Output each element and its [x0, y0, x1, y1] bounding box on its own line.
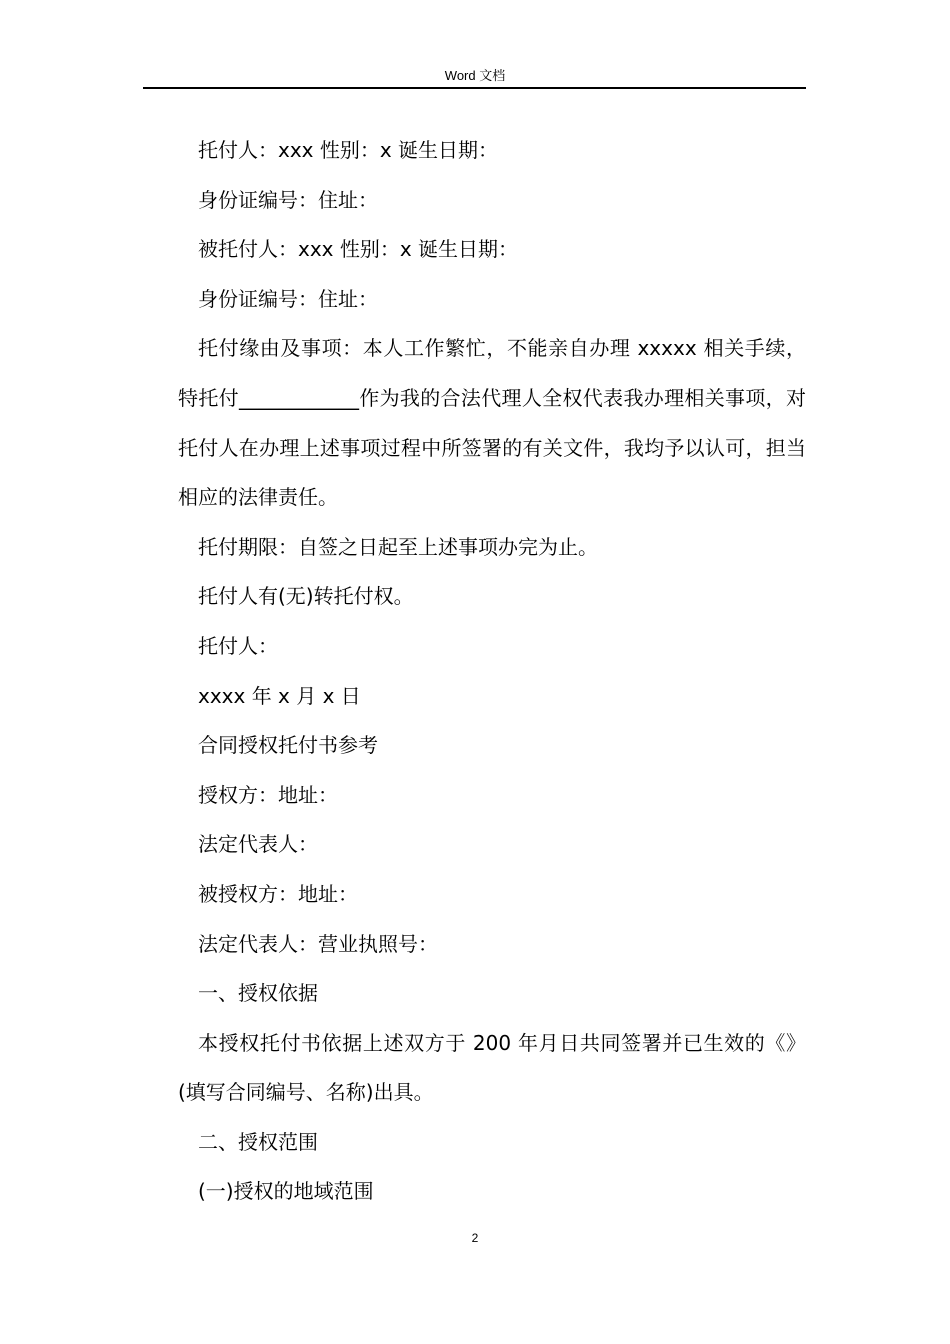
- paragraph-basis-text: 本授权托付书依据上述双方于 200 年月日共同签署并已生效的《》(填写合同编号、名称)出具。: [178, 1030, 806, 1105]
- paragraph-section-title: 合同授权托付书参考: [198, 733, 378, 758]
- paragraph-grantor-representative: 法定代表人：: [198, 832, 318, 857]
- page-number: 2: [471, 1231, 479, 1245]
- paragraph-mandator-info: 托付人：xxx 性别：x 诞生日期：: [198, 138, 499, 162]
- paragraph-grantee-representative: 法定代表人：营业执照号：: [198, 931, 438, 956]
- paragraph-heading-scope: 二、授权范围: [198, 1129, 318, 1154]
- paragraph-mandator-id: 身份证编号：住址：: [198, 187, 378, 212]
- paragraph-entrust-term: 托付期限：自签之日起至上述事项办完为止。: [198, 534, 598, 559]
- paragraph-entrust-reason: 托付缘由及事项：本人工作繁忙，不能亲自办理 xxxxx 相关手续，特托付____________作为我的合法代理人全权代表我办理相关事项，对托付人在办理上述事项过程中所签署的有关文件，我均予以认可，担当相应的法律责任。: [178, 336, 806, 510]
- paragraph-sub-entrust: 托付人有(无)转托付权。: [198, 584, 414, 609]
- paragraph-mandatary-info: 被托付人：xxx 性别：x 诞生日期：: [198, 237, 519, 262]
- document-body: [178, 126, 806, 1217]
- paragraph-subheading-region: (一)授权的地域范围: [198, 1179, 374, 1204]
- paragraph-heading-basis: 一、授权依据: [198, 981, 318, 1006]
- paragraph-mandatary-id: 身份证编号：住址：: [198, 286, 378, 311]
- paragraph-mandator-signature: 托付人：: [198, 633, 278, 658]
- paragraph-date: xxxx 年 x 月 x 日: [198, 683, 361, 708]
- header-divider: [143, 87, 806, 89]
- paragraph-grantee-address: 被授权方：地址：: [198, 881, 358, 906]
- paragraph-grantor-address: 授权方：地址：: [198, 782, 338, 807]
- header-title: Word 文档: [444, 68, 506, 83]
